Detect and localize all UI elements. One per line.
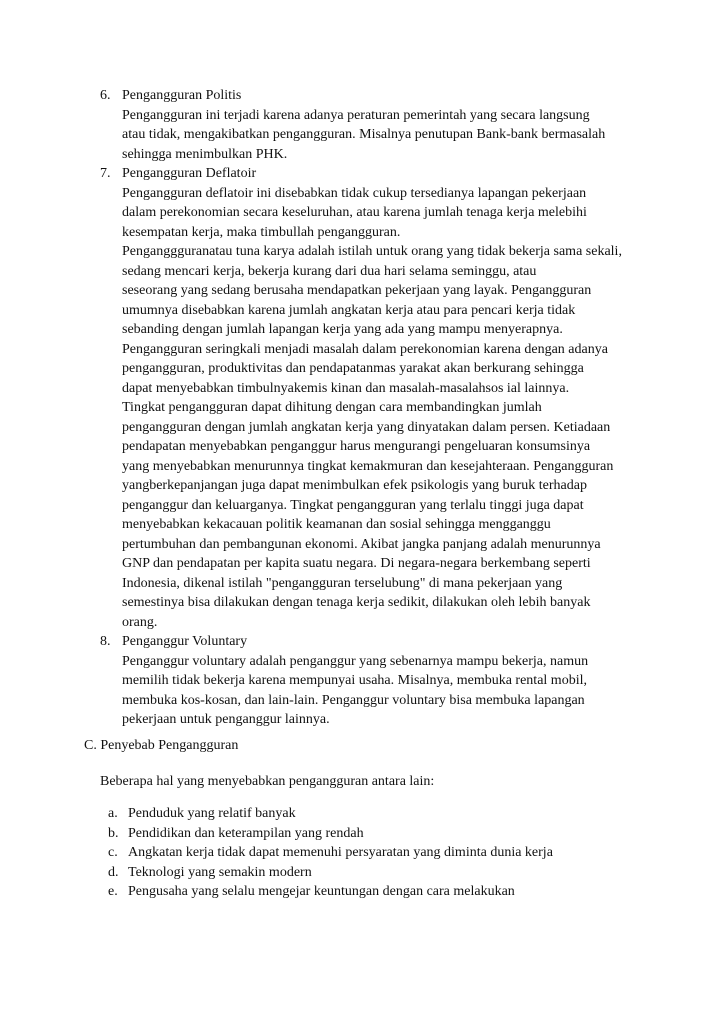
paragraph-line: sehingga menimbulkan PHK. (122, 146, 288, 162)
paragraph-line: pengangguran dengan jumlah angkatan kerja yang dinyatakan dalam persen. Ketiadaan (122, 419, 611, 435)
paragraph-line: kesempatan kerja, maka timbullah pengangguran. (122, 224, 401, 240)
cause-text: Angkatan kerja tidak dapat memenuhi persyaratan yang diminta dunia kerja (128, 845, 553, 860)
cause-item (100, 804, 660, 824)
list-item-title: Pengangguran Politis (122, 88, 242, 103)
section-intro: Beberapa hal yang menyebabkan pengangguran antara lain: (100, 774, 435, 789)
cause-letter: a. (108, 806, 118, 821)
cause-text: Pendidikan dan keterampilan yang rendah (128, 825, 364, 841)
paragraph-line: Indonesia, dikenal istilah "pengangguran terselubung" di mana pekerjaan yang (122, 575, 563, 591)
cause-letter: d. (108, 864, 119, 880)
list-item-number: 8. (100, 634, 111, 649)
paragraph-line: pengangguran, produktivitas dan pendapatanmas yarakat akan berkurang sehingga (122, 361, 584, 376)
paragraph-line: umumnya disebabkan karena jumlah angkatan kerja atau para pencari kerja tidak (122, 302, 576, 318)
paragraph-line: atau tidak, mengakibatkan pengangguran. Misalnya penutupan Bank-bank bermasalah (122, 127, 606, 142)
paragraph-line: dalam perekonomian secara keseluruhan, atau karena jumlah tenaga kerja melebihi (122, 205, 587, 220)
cause-letter: c. (108, 845, 118, 860)
cause-text: Pengusaha yang selalu mengejar keuntungan dengan cara melakukan (128, 884, 515, 899)
cause-item (100, 882, 660, 902)
cause-item (100, 843, 660, 863)
paragraph-line: penganggur dan keluarganya. Tingkat pengangguran yang terlalu tinggi juga dapat (122, 497, 584, 513)
paragraph-line: GNP dan pendapatan per kapita suatu negara. Di negara-negara berkembang seperti (122, 556, 591, 571)
list-item-header (100, 86, 660, 106)
paragraph-line: Pengangguran seringkali menjadi masalah dalam perekonomian karena dengan adanya (122, 341, 608, 357)
list-item-8 (100, 632, 660, 730)
cause-text: Penduduk yang relatif banyak (128, 806, 296, 821)
paragraph-line: yangberkepanjangan juga dapat menimbulkan efek psikologis yang buruk terhadap (122, 478, 587, 493)
paragraph-line: pendapatan menyebabkan penganggur harus mengurangi pengeluaran konsumsinya (122, 439, 591, 454)
cause-text: Teknologi yang semakin modern (128, 864, 312, 880)
paragraph-line: Penganggguranatau tuna karya adalah istilah untuk orang yang tidak bekerja sama sekali, (122, 244, 622, 259)
paragraph-line: menyebabkan kekacauan politik keamanan dan sosial sehingga mengganggu (122, 517, 551, 532)
cause-letter: b. (108, 825, 119, 841)
cause-item (100, 824, 660, 844)
list-item-header (100, 632, 660, 652)
section-heading: C. Penyebab Pengangguran (84, 738, 239, 753)
paragraph-line: pertumbuhan dan pembangunan ekonomi. Akibat jangka panjang adalah menurunnya (122, 536, 601, 552)
paragraph-line: sedang mencari kerja, bekerja kurang dari dua hari selama seminggu, atau (122, 263, 537, 279)
paragraph-line: yang menyebabkan menurunnya tingkat kemakmuran dan kesejahteraan. Pengangguran (122, 458, 614, 474)
paragraph-line: pekerjaan untuk penganggur lainnya. (122, 712, 330, 727)
paragraph-line: sebanding dengan jumlah lapangan kerja yang ada yang mampu menyerapnya. (122, 322, 563, 337)
cause-item (100, 863, 660, 883)
paragraph-line: Penganggur voluntary adalah penganggur yang sebenarnya mampu bekerja, namun (122, 653, 589, 669)
paragraph-line: semestinya bisa dilakukan dengan tenaga kerja sedikit, dilakukan oleh lebih banyak (122, 595, 591, 610)
list-item-6 (100, 86, 660, 164)
paragraph-line: Tingkat pengangguran dapat dihitung dengan cara membandingkan jumlah (122, 400, 542, 415)
paragraph-line: dapat menyebabkan timbulnyakemis kinan dan masalah-masalahsos ial lainnya. (122, 380, 570, 396)
list-item-title: Pengangguran Deflatoir (122, 166, 257, 181)
paragraph-line: seseorang yang sedang berusaha mendapatkan pekerjaan yang layak. Pengangguran (122, 283, 592, 298)
list-item-number: 7. (100, 166, 111, 181)
cause-letter: e. (108, 884, 118, 899)
paragraph-line: orang. (122, 614, 158, 630)
list-item-number: 6. (100, 88, 111, 103)
list-item-7 (100, 164, 660, 632)
paragraph-line: memilih tidak bekerja karena mempunyai usaha. Misalnya, membuka rental mobil, (122, 673, 587, 688)
list-item-header (100, 164, 660, 184)
paragraph-line: Pengangguran ini terjadi karena adanya peraturan pemerintah yang secara langsung (122, 107, 590, 123)
list-item-title: Penganggur Voluntary (122, 634, 248, 649)
paragraph-line: membuka kos-kosan, dan lain-lain. Penganggur voluntary bisa membuka lapangan (122, 692, 585, 708)
causes-list (100, 804, 660, 902)
paragraph-line: Pengangguran deflatoir ini disebabkan tidak cukup tersedianya lapangan pekerjaan (122, 185, 587, 201)
